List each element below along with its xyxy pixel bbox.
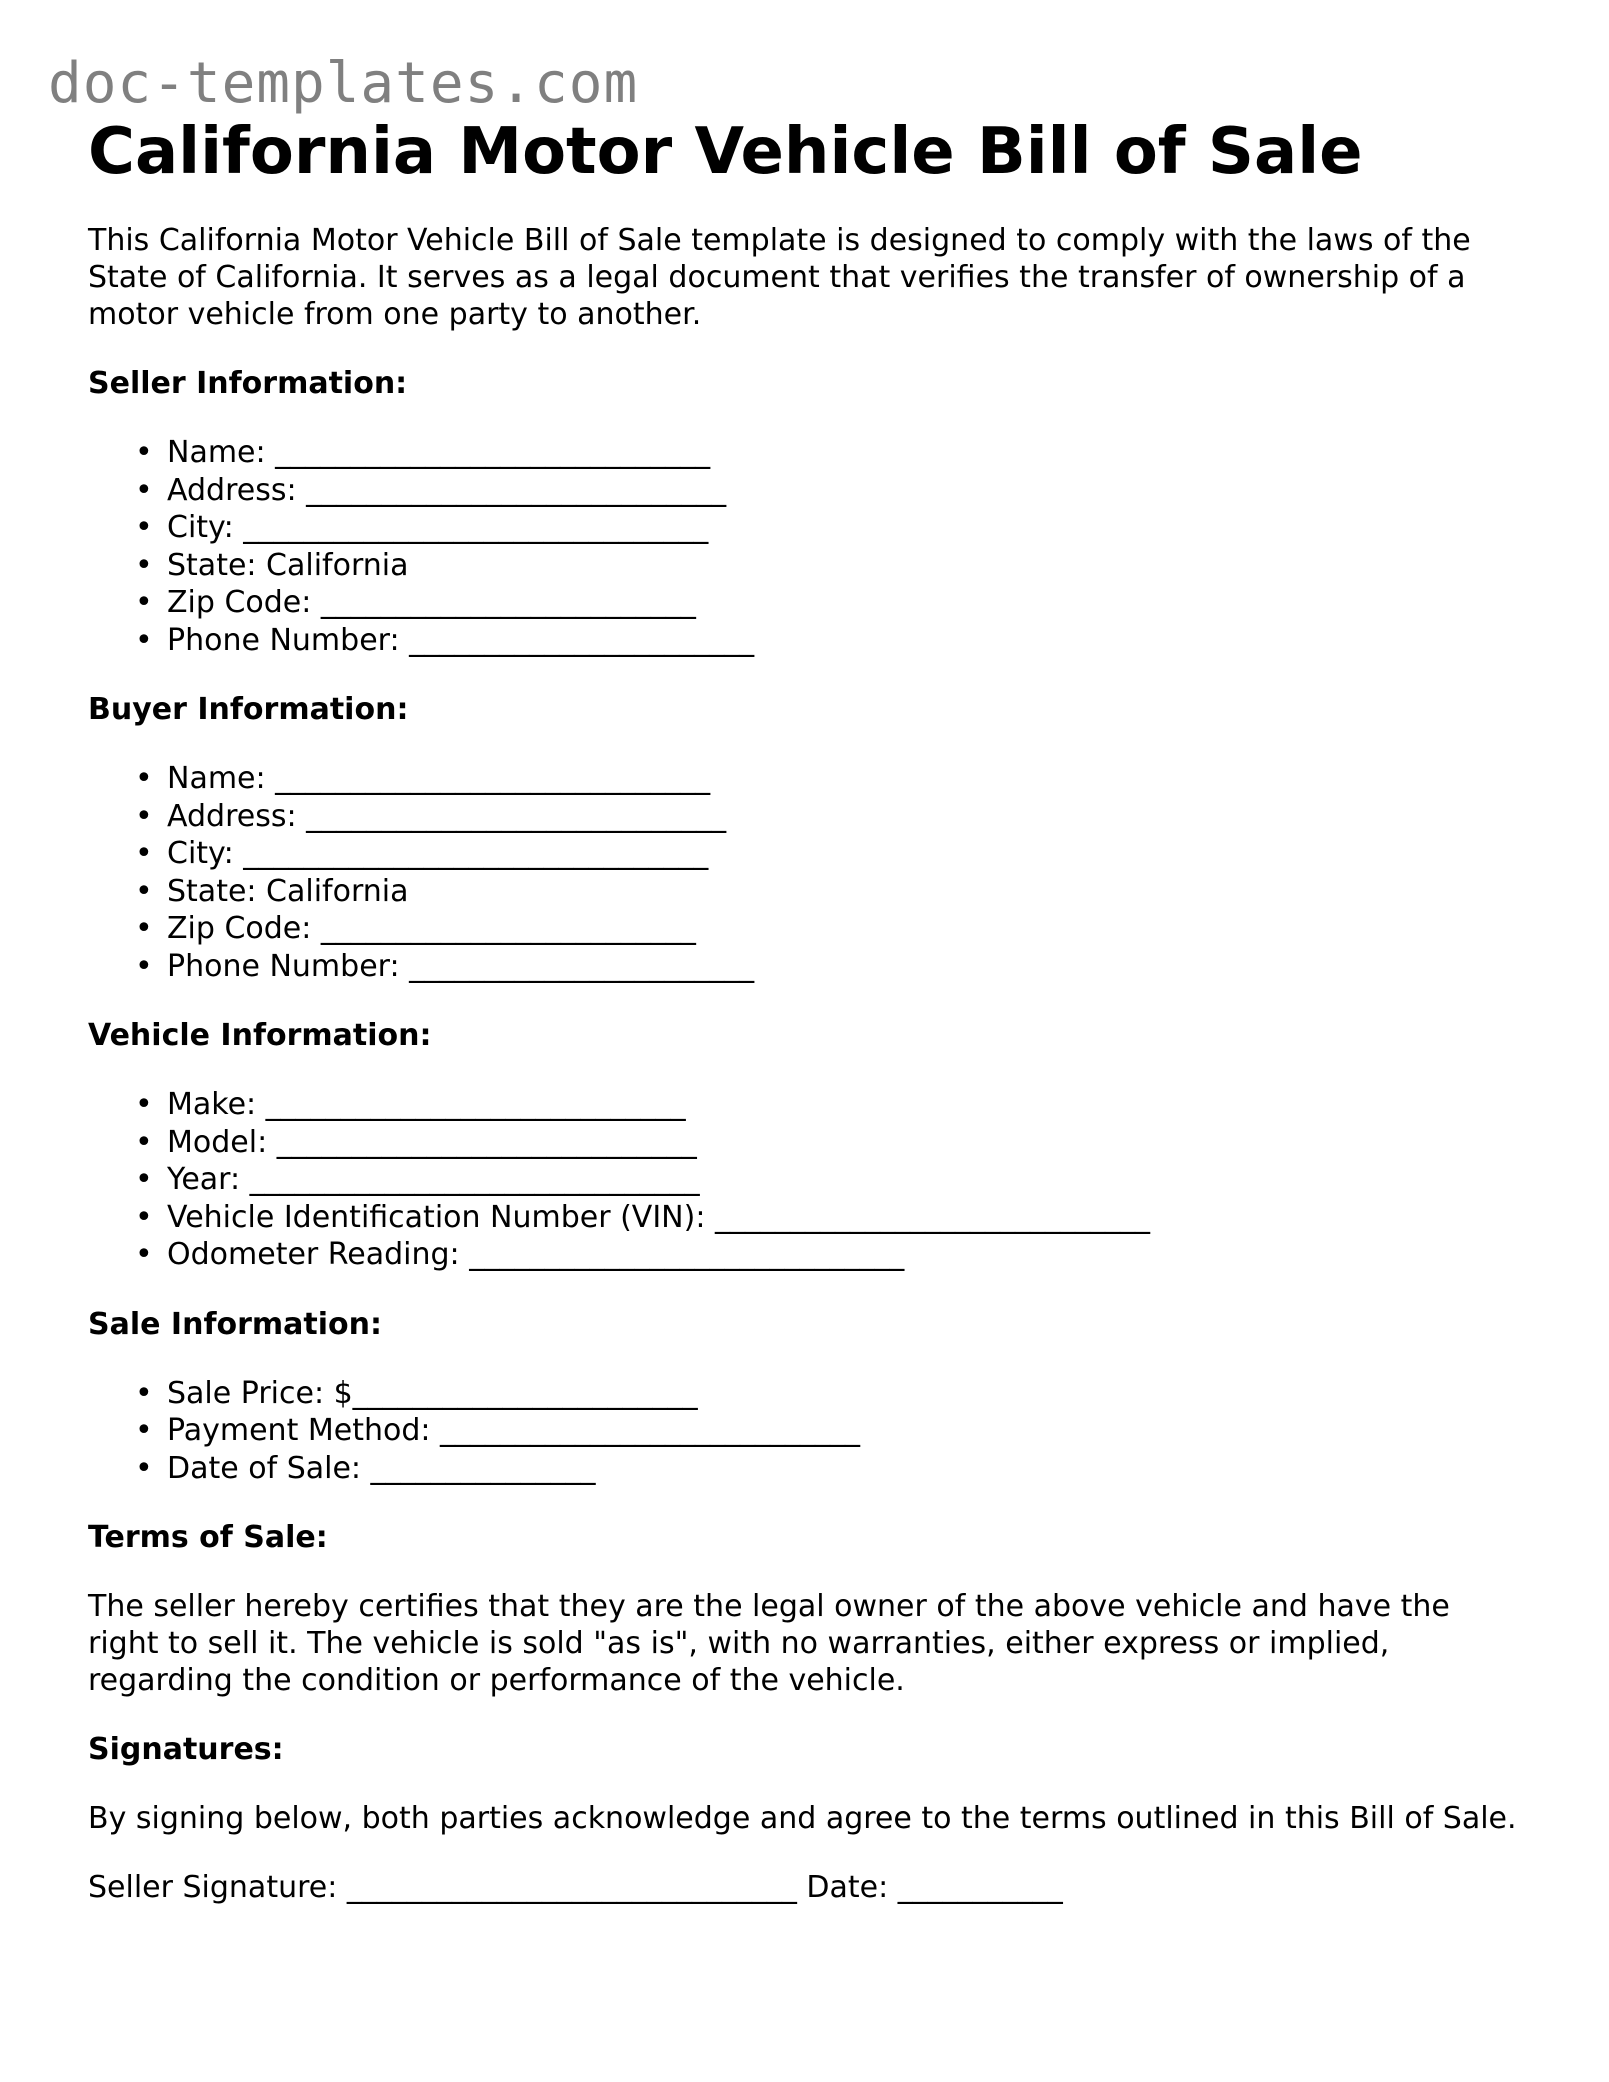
bullet-icon: •	[135, 1237, 153, 1272]
buyer-section	[88, 691, 1528, 985]
buyer-address-field: • Address: ____________________________	[135, 798, 727, 834]
bullet-icon: •	[135, 435, 153, 470]
seller-field-list	[88, 434, 1528, 659]
buyer-city-field: • City: _______________________________	[135, 836, 709, 871]
buyer-name-field: • Name: _____________________________	[135, 761, 711, 796]
signatures-heading: Signatures:	[88, 1732, 284, 1767]
seller-zip-field: • Zip Code: _________________________	[135, 585, 696, 620]
seller-phone-field: • Phone Number: _______________________	[135, 622, 755, 658]
terms-heading: Terms of Sale:	[88, 1520, 328, 1555]
seller-name-field: • Name: _____________________________	[135, 435, 711, 470]
vehicle-make-field: • Make: ____________________________	[135, 1087, 686, 1122]
buyer-state-field: • State: California	[135, 873, 409, 909]
bullet-icon: •	[135, 1124, 153, 1160]
site-watermark: doc-templates.com	[48, 51, 639, 116]
sale-heading: Sale Information:	[88, 1306, 382, 1342]
seller-section	[88, 365, 1528, 659]
bullet-icon: •	[135, 622, 153, 658]
vehicle-heading: Vehicle Information:	[88, 1018, 432, 1053]
bullet-icon: •	[135, 948, 153, 984]
bullet-icon: •	[135, 873, 153, 909]
signatures-paragraph: By signing below, both parties acknowledge and agree to the terms outlined in this Bill of Sale.	[88, 1801, 1517, 1836]
signatures-section	[88, 1731, 1528, 1906]
bullet-icon: •	[135, 472, 153, 508]
bullet-icon: •	[135, 1413, 153, 1448]
bullet-icon: •	[135, 585, 153, 620]
buyer-field-list	[88, 760, 1528, 985]
document-title: California Motor Vehicle Bill of Sale	[88, 115, 1363, 189]
intro-paragraph: This California Motor Vehicle Bill of Sale template is designed to comply with the laws of the State of California. It serves as a legal document that verifies the transfer of ownership of a motor vehicle from one party to another.	[88, 223, 1471, 332]
bullet-icon: •	[135, 761, 153, 796]
payment-method-field: • Payment Method: ____________________________	[135, 1413, 861, 1448]
vehicle-field-list	[88, 1086, 1528, 1274]
seller-signature-line: Seller Signature: ______________________________ Date: ___________	[88, 1870, 1063, 1905]
buyer-zip-field: • Zip Code: _________________________	[135, 911, 696, 946]
bullet-icon: •	[135, 1375, 153, 1411]
sale-price-field: • Sale Price: $_______________________	[135, 1375, 698, 1411]
document-body	[88, 112, 1528, 1906]
bullet-icon: •	[135, 798, 153, 834]
bullet-icon: •	[135, 836, 153, 871]
bullet-icon: •	[135, 911, 153, 946]
seller-address-field: • Address: ____________________________	[135, 472, 727, 508]
bullet-icon: •	[135, 1199, 153, 1235]
bullet-icon: •	[135, 1087, 153, 1122]
seller-state-field: • State: California	[135, 547, 409, 583]
terms-paragraph: The seller hereby certifies that they are the legal owner of the above vehicle and have the right to sell it. The vehicle is sold "as is", with no warranties, either express or implied, regarding the condition or performance of the vehicle.	[88, 1589, 1450, 1698]
bullet-icon: •	[135, 510, 153, 545]
vehicle-section	[88, 1017, 1528, 1274]
seller-city-field: • City: _______________________________	[135, 510, 709, 545]
sale-field-list	[88, 1375, 1528, 1488]
sale-date-field: • Date of Sale: _______________	[135, 1450, 596, 1486]
vehicle-year-field: • Year: ______________________________	[135, 1162, 700, 1197]
buyer-phone-field: • Phone Number: _______________________	[135, 948, 755, 984]
bullet-icon: •	[135, 547, 153, 583]
seller-heading: Seller Information:	[88, 366, 408, 401]
bullet-icon: •	[135, 1162, 153, 1197]
vehicle-model-field: • Model: ____________________________	[135, 1124, 697, 1160]
vehicle-odometer-field: • Odometer Reading: _____________________________	[135, 1237, 905, 1272]
sale-section	[88, 1306, 1528, 1488]
buyer-heading: Buyer Information:	[88, 692, 409, 727]
bullet-icon: •	[135, 1450, 153, 1486]
vehicle-vin-field: • Vehicle Identification Number (VIN): _____________________________	[135, 1199, 1150, 1235]
terms-section	[88, 1519, 1528, 1699]
